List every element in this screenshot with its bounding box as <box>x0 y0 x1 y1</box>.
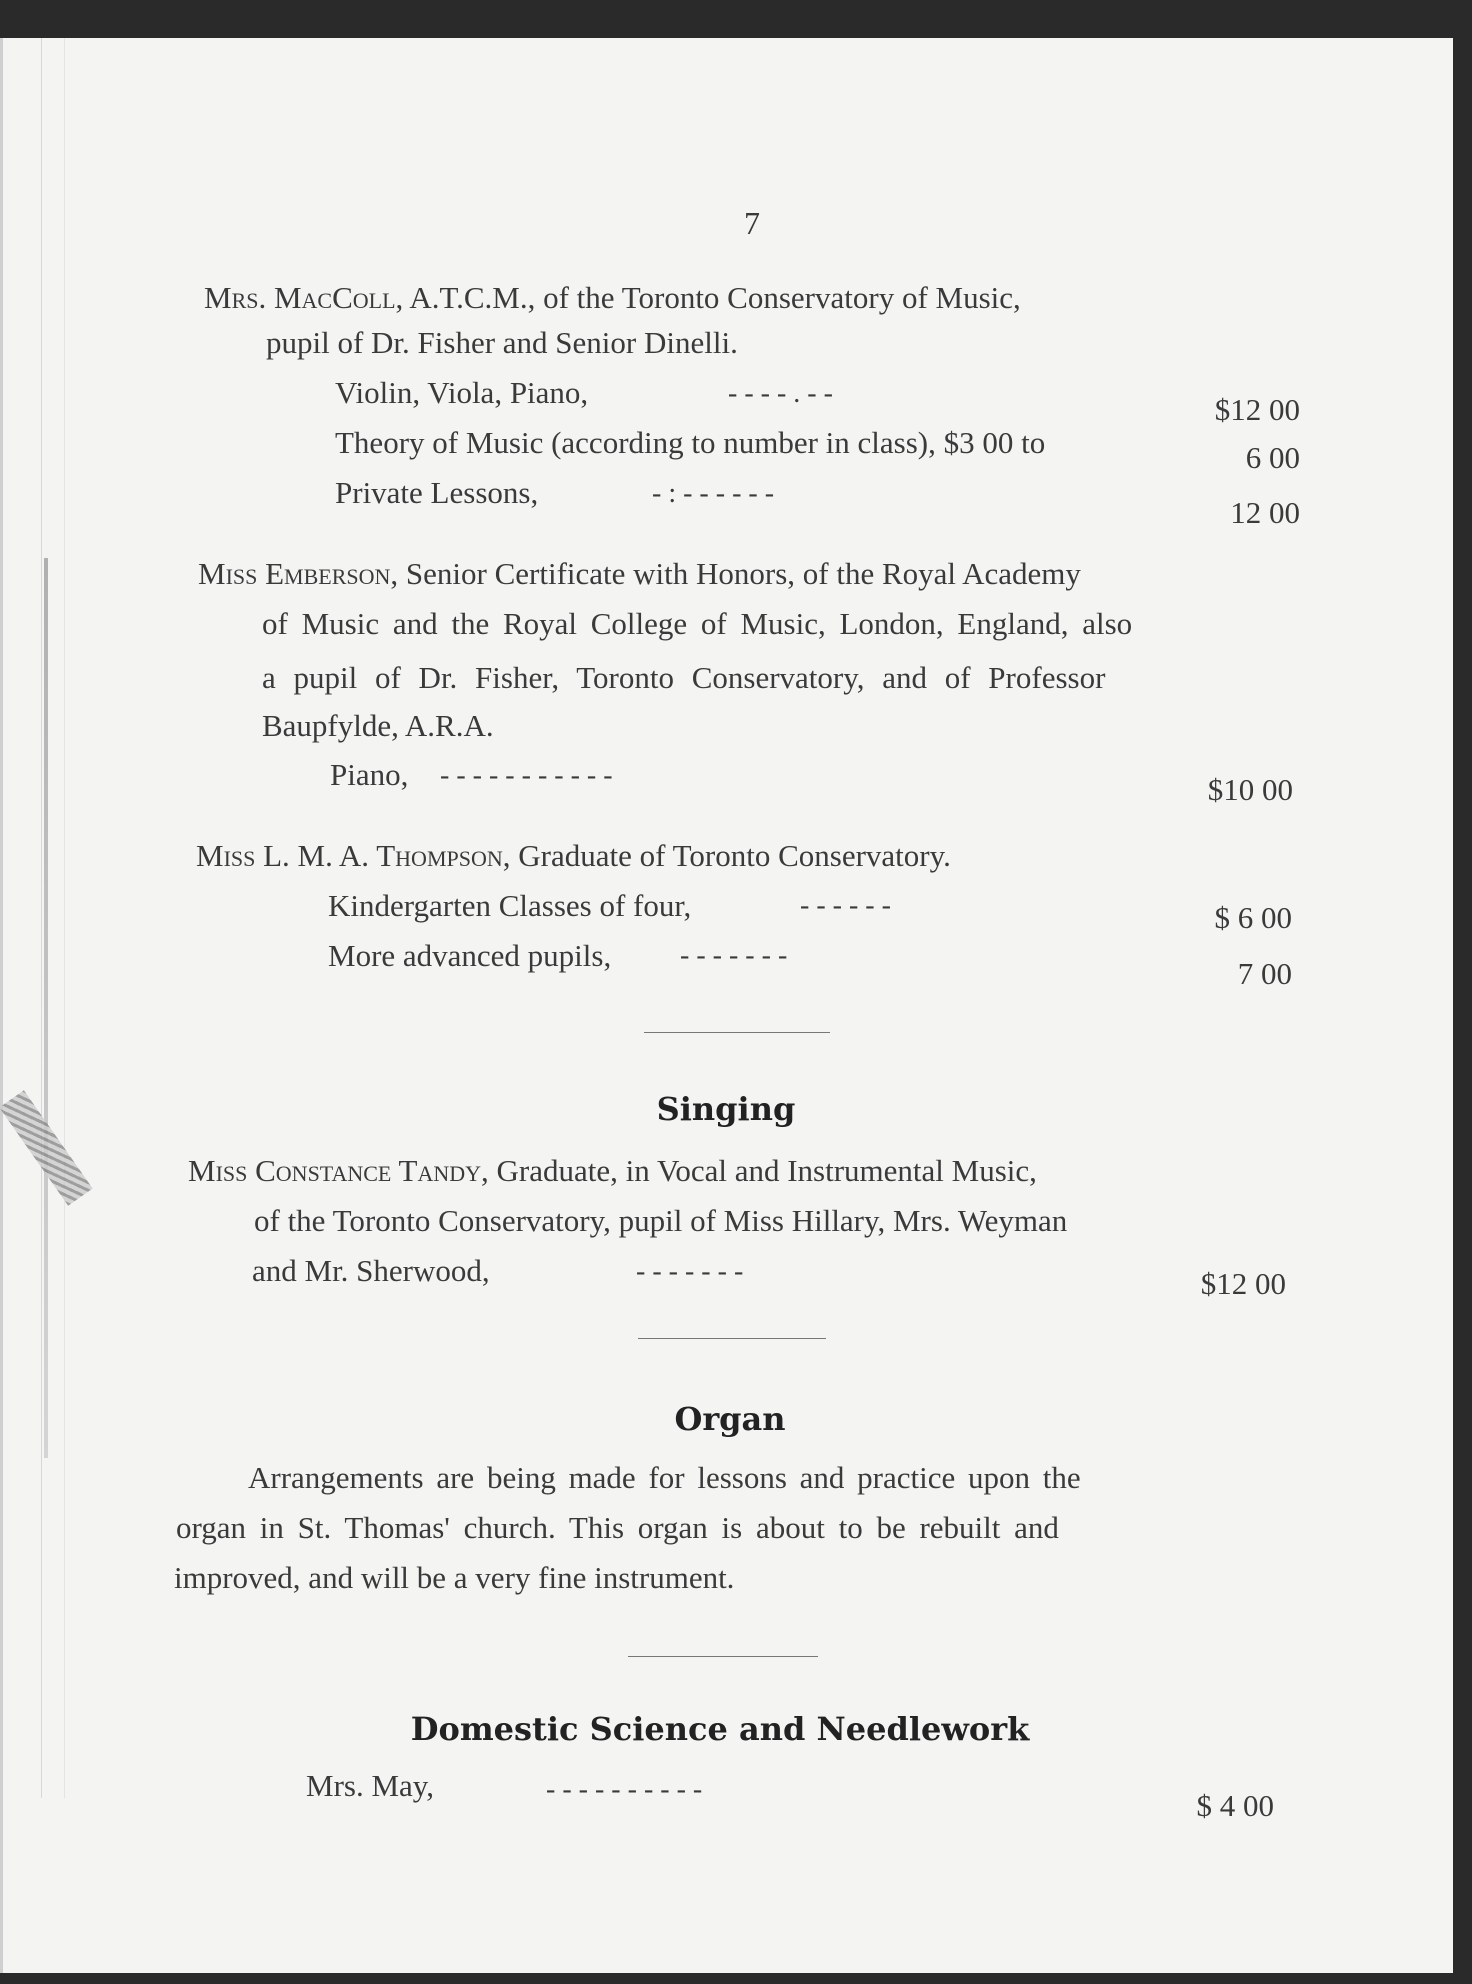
organ-line1: Arrangements are being made for lessons and practice upon the <box>248 1460 1081 1495</box>
maccoll-item-price: $12 00 <box>1214 392 1300 427</box>
maccoll-heading <box>204 280 1021 316</box>
thompson-heading <box>196 838 951 874</box>
singing-heading: Singing <box>656 1090 796 1128</box>
singing-leader: - - - - - - - <box>636 1256 744 1287</box>
maccoll-name: Mrs. MacColl, A.T.C.M., <box>204 280 536 315</box>
organ-line2: organ in St. Thomas' church. This organ is about to be rebuilt and <box>176 1510 1059 1545</box>
thompson-item-price: $ 6 00 <box>1214 900 1292 935</box>
maccoll-item-leader: - - - - . - - <box>728 378 833 409</box>
maccoll-item-price: 6 00 <box>1245 440 1300 475</box>
thompson-name: Miss L. M. A. Thompson, <box>196 838 511 873</box>
maccoll-item-label: Private Lessons, <box>335 475 539 510</box>
thompson-item-label: More advanced pupils, <box>328 938 612 973</box>
singing-name: Miss Constance Tandy, <box>188 1153 489 1188</box>
domestic-label: Mrs. May, <box>306 1768 435 1803</box>
emberson-item-price: $10 00 <box>1207 772 1293 807</box>
thompson-item-leader: - - - - - - <box>800 890 891 921</box>
domestic-heading: Domestic Science and Needlework <box>410 1710 1030 1748</box>
thompson-item-price: 7 00 <box>1237 956 1292 991</box>
section-divider <box>638 1338 826 1339</box>
emberson-heading <box>198 556 1081 592</box>
emberson-item-leader: - - - - - - - - - - - <box>440 760 613 791</box>
page-number: 7 <box>744 205 760 241</box>
singing-line3: and Mr. Sherwood, <box>252 1253 490 1288</box>
thompson-item-leader: - - - - - - - <box>680 940 788 971</box>
maccoll-desc2: pupil of Dr. Fisher and Senior Dinelli. <box>266 325 738 360</box>
maccoll-desc1: of the Toronto Conservatory of Music, <box>543 280 1021 315</box>
binding-thread <box>44 558 48 1458</box>
domestic-leader: - - - - - - - - - - <box>546 1774 703 1805</box>
singing-entry <box>188 1153 1037 1189</box>
emberson-line2: of Music and the Royal College of Music, London, England, also <box>262 606 1133 641</box>
emberson-line1: Senior Certificate with Honors, of the Royal Academy <box>405 556 1081 591</box>
singing-line2: of the Toronto Conservatory, pupil of Miss Hillary, Mrs. Weyman <box>254 1203 1068 1238</box>
section-divider <box>644 1032 830 1033</box>
thompson-desc: Graduate of Toronto Conservatory. <box>518 838 951 873</box>
maccoll-item-label: Violin, Viola, Piano, <box>335 375 589 410</box>
section-divider <box>628 1656 818 1657</box>
emberson-item-label: Piano, <box>330 757 409 792</box>
organ-line3: improved, and will be a very fine instrument. <box>174 1560 735 1595</box>
emberson-line4: Baupfylde, A.R.A. <box>262 708 494 743</box>
maccoll-item-leader: - : - - - - - - <box>652 478 775 509</box>
singing-line1: Graduate, in Vocal and Instrumental Music, <box>496 1153 1037 1188</box>
maccoll-item-label: Theory of Music (according to number in class), $3 00 to <box>335 425 1046 460</box>
singing-price: $12 00 <box>1200 1266 1286 1301</box>
organ-heading: Organ <box>674 1400 786 1438</box>
thompson-item-label: Kindergarten Classes of four, <box>328 888 692 923</box>
domestic-price: $ 4 00 <box>1196 1788 1274 1823</box>
maccoll-item-price: 12 00 <box>1230 495 1300 530</box>
emberson-line3: a pupil of Dr. Fisher, Toronto Conservatory, and of Professor <box>262 660 1106 695</box>
emberson-name: Miss Emberson, <box>198 556 399 591</box>
